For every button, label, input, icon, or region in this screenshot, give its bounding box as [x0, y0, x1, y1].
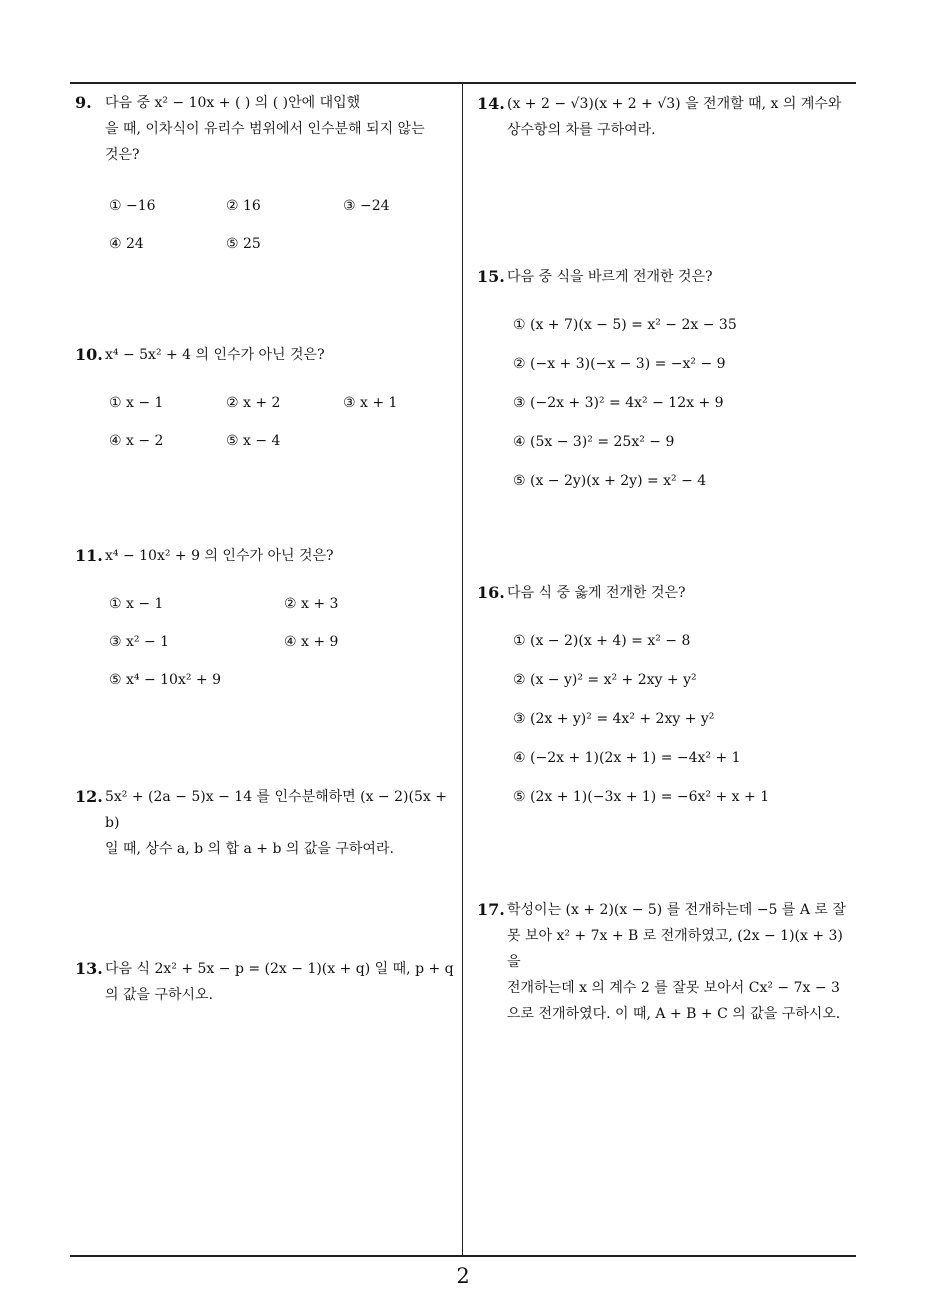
- choice-1[interactable]: ① −16: [109, 198, 156, 214]
- choice-3[interactable]: ③ (2x + y)² = 4x² + 2xy + y²: [513, 711, 715, 727]
- choice-4[interactable]: ④ x − 2: [109, 433, 164, 449]
- page-number: 2: [456, 1264, 470, 1288]
- choice-5[interactable]: ⑤ x − 4: [226, 433, 281, 449]
- question-stem-line: 학성이는 (x + 2)(x − 5) 를 전개하는데 −5 를 A 로 잘: [507, 902, 846, 918]
- question-stem-line: 다음 식 중 옳게 전개한 것은?: [507, 585, 686, 601]
- choice-list: [75, 591, 457, 693]
- choice-1[interactable]: ① (x + 7)(x − 5) = x² − 2x − 35: [513, 317, 737, 333]
- question-stem-line: (x + 2 − √3)(x + 2 + √3) 을 전개할 때, x 의 계수와: [507, 96, 842, 112]
- choice-1[interactable]: ① (x − 2)(x + 4) = x² − 8: [513, 633, 691, 649]
- question-12: [75, 784, 457, 862]
- choice-list: [75, 390, 457, 454]
- column-divider: [462, 83, 463, 1256]
- choice-2[interactable]: ② (x − y)² = x² + 2xy + y²: [513, 672, 697, 688]
- question-number: 12.: [75, 787, 103, 806]
- choice-3[interactable]: ③ x + 1: [343, 395, 398, 411]
- question-stem-line: 못 보아 x² + 7x + B 로 전개하였고, (2x − 1)(x + 3) 을: [507, 928, 843, 970]
- question-stem-line: 을 때, 이차식이 유리수 범위에서 인수분해 되지 않는: [105, 121, 425, 137]
- question-stem-line: 다음 중 식을 바르게 전개한 것은?: [507, 269, 713, 285]
- question-number: 15.: [477, 267, 505, 286]
- question-stem-line: x⁴ − 5x² + 4 의 인수가 아닌 것은?: [105, 347, 325, 363]
- question-stem-line: 다음 중 x² − 10x + ( ) 의 ( )안에 대입했: [105, 95, 361, 111]
- question-stem-line: 상수항의 차를 구하여라.: [507, 122, 656, 138]
- question-stem-line: 5x² + (2a − 5)x − 14 를 인수분해하면 (x − 2)(5x + b): [105, 789, 447, 831]
- question-stem-line: 다음 식 2x² + 5x − p = (2x − 1)(x + q) 일 때, p + q: [105, 961, 454, 977]
- choice-5[interactable]: ⑤ 25: [226, 236, 261, 252]
- choice-5[interactable]: ⑤ (2x + 1)(−3x + 1) = −6x² + x + 1: [513, 789, 770, 805]
- question-number: 16.: [477, 583, 505, 602]
- question-stem-line: x⁴ − 10x² + 9 의 인수가 아닌 것은?: [105, 548, 334, 564]
- question-stem-line: 으로 전개하였다. 이 때, A + B + C 의 값을 구하시오.: [507, 1006, 841, 1022]
- question-number: 10.: [75, 345, 103, 364]
- question-number: 17.: [477, 900, 505, 919]
- bottom-rule: [70, 1255, 856, 1257]
- choice-4[interactable]: ④ (5x − 3)² = 25x² − 9: [513, 434, 675, 450]
- choice-3[interactable]: ③ −24: [343, 198, 390, 214]
- choice-2[interactable]: ② 16: [226, 198, 261, 214]
- question-number: 14.: [477, 94, 505, 113]
- top-rule: [70, 82, 856, 84]
- question-stem-line: 일 때, 상수 a, b 의 합 a + b 의 값을 구하여라.: [105, 841, 394, 857]
- choice-3[interactable]: ③ x² − 1: [109, 634, 170, 650]
- question-15: [477, 264, 859, 494]
- question-number: 11.: [75, 546, 103, 565]
- question-17: [477, 897, 859, 1027]
- question-9: [75, 90, 457, 257]
- question-10: [75, 342, 457, 454]
- question-11: [75, 543, 457, 693]
- choice-4[interactable]: ④ x + 9: [284, 634, 339, 650]
- choice-list: [477, 628, 859, 810]
- choice-4[interactable]: ④ 24: [109, 236, 144, 252]
- question-14: [477, 91, 859, 143]
- question-number: 13.: [75, 959, 103, 978]
- question-stem-line: 의 값을 구하시오.: [105, 987, 214, 1003]
- question-13: [75, 956, 457, 1008]
- choice-list: [477, 312, 859, 494]
- choice-4[interactable]: ④ (−2x + 1)(2x + 1) = −4x² + 1: [513, 750, 741, 766]
- choice-3[interactable]: ③ (−2x + 3)² = 4x² − 12x + 9: [513, 395, 724, 411]
- choice-2[interactable]: ② x + 2: [226, 395, 281, 411]
- choice-2[interactable]: ② (−x + 3)(−x − 3) = −x² − 9: [513, 356, 726, 372]
- question-number: 9.: [75, 93, 92, 112]
- question-stem-line: 전개하는데 x 의 계수 2 를 잘못 보아서 Cx² − 7x − 3: [507, 980, 840, 996]
- choice-5[interactable]: ⑤ x⁴ − 10x² + 9: [109, 672, 221, 688]
- choice-5[interactable]: ⑤ (x − 2y)(x + 2y) = x² − 4: [513, 473, 707, 489]
- choice-2[interactable]: ② x + 3: [284, 596, 339, 612]
- choice-1[interactable]: ① x − 1: [109, 395, 164, 411]
- question-stem-line: 것은?: [105, 147, 140, 163]
- question-16: [477, 580, 859, 810]
- choice-1[interactable]: ① x − 1: [109, 596, 164, 612]
- choice-list: [75, 193, 457, 257]
